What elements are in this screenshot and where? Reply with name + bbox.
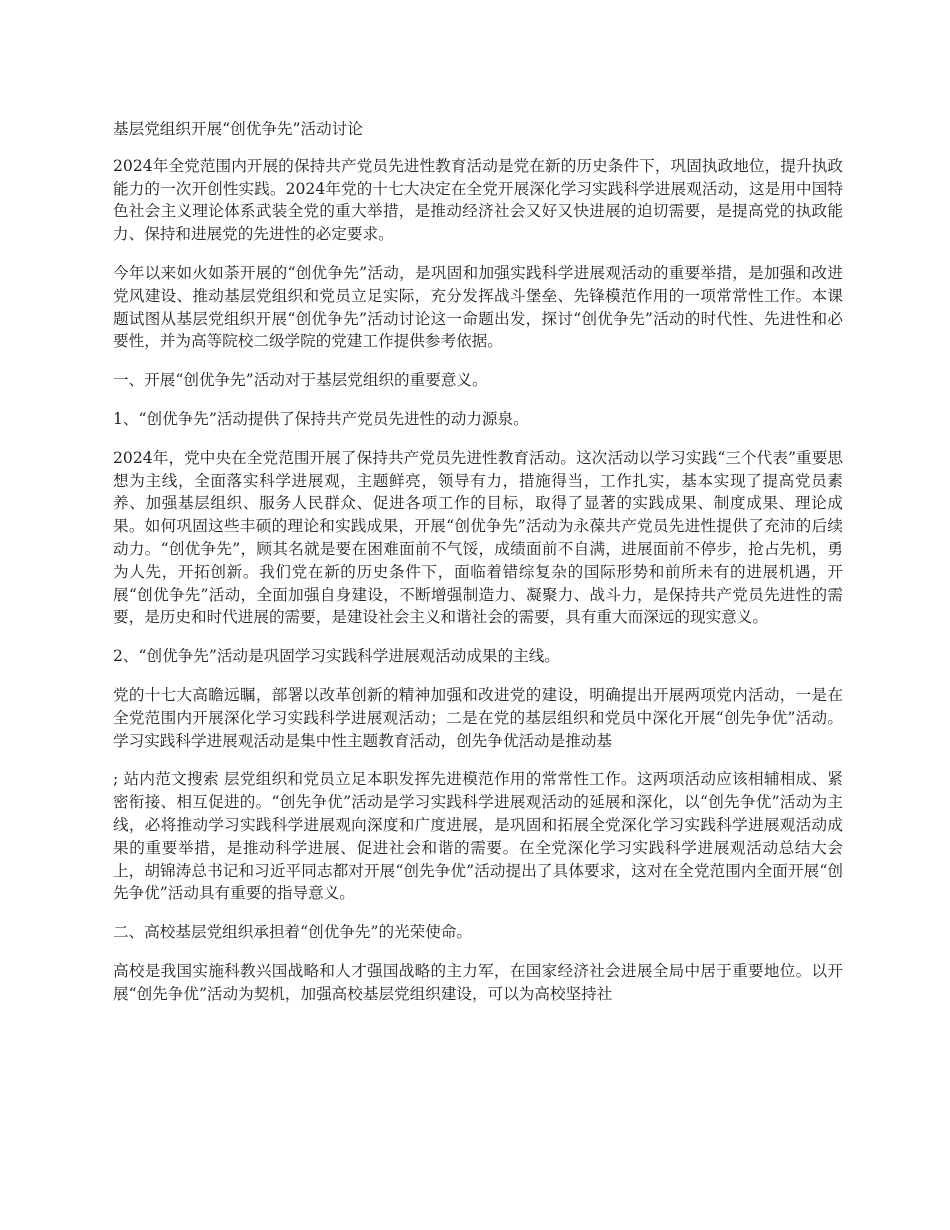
subheading-1-2: 2、“创优争先”活动是巩固学习实践科学进展观活动成果的主线。: [113, 647, 560, 666]
section-heading-2: 二、高校基层党组织承担着“创优争先”的光荣使命。: [113, 923, 473, 942]
paragraph-body-3: ; 站内范文搜索 层党组织和党员立足本职发挥先进模范作用的常常性工作。这两项活动应该相辅相成、紧密衔接、相互促进的。“创先争优”活动是学习实践科学进展观活动的延展和深化，以“创先争优”活动为主线，必将推动学习实践科学进展观向深度和广度进展，是巩固和拓展全党深化学习实践科学进展观活动成果的重要举措，是推动科学进展、促进社会和谐的需要。在全党深化学习实践科学进展观活动总结大会上，胡锦涛总书记和习近平同志都对开展“创先争优”活动提出了具体要求，这对在全党范围内全面开展“创先争优”活动具有重要的指导意义。: [113, 770, 843, 903]
document-page: [113, 118, 843, 1022]
paragraph-intro-1: 2024年全党范围内开展的保持共产党员先进性教育活动是党在新的历史条件下，巩固执政地位，提升执政能力的一次开创性实践。2024年党的十七大决定在全党开展深化学习实践科学进展观活动，这是用中国特色社会主义理论体系武装全党的重大举措，是推动经济社会又好又快进展的迫切需要，是提高党的执政能力、保持和进展党的先进性的必定要求。: [113, 156, 843, 244]
paragraph-body-2: 党的十七大高瞻远瞩，部署以改革创新的精神加强和改进党的建设，明确提出开展两项党内活动，一是在全党范围内开展深化学习实践科学进展观活动；二是在党的基层组织和党员中深化开展“创先争优”活动。学习实践科学进展观活动是集中性主题教育活动，创先争优活动是推动基: [113, 685, 843, 750]
paragraph-intro-2: 今年以来如火如荼开展的“创优争先”活动，是巩固和加强实践科学进展观活动的重要举措，是加强和改进党风建设、推动基层党组织和党员立足实际，充分发挥战斗堡垒、先锋模范作用的一项常常性工作。本课题试图从基层党组织开展“创优争先”活动讨论这一命题出发，探讨“创优争先”活动的时代性、先进性和必要性，并为高等院校二级学院的党建工作提供参考依据。: [113, 263, 843, 351]
document-title: 基层党组织开展“创优争先”活动讨论: [113, 120, 363, 138]
paragraph-body-1: 2024年，党中央在全党范围开展了保持共产党员先进性教育活动。这次活动以学习实践“三个代表”重要思想为主线，全面落实科学进展观，主题鲜亮，领导有力，措施得当，工作扎实，基本实现了提高党员素养、加强基层组织、服务人民群众、促进各项工作的目标，取得了显著的实践成果、制度成果、理论成果。如何巩固这些丰硕的理论和实践成果，开展“创优争先”活动为永葆共产党员先进性提供了充沛的后续动力。“创优争先”，顾其名就是要在困难面前不气馁，成绩面前不自满，进展面前不停步，抢占先机，勇为人先，开拓创新。我们党在新的历史条件下，面临着错综复杂的国际形势和前所未有的进展机遇，开展“创优争先”活动，全面加强自身建设，不断增强制造力、凝聚力、战斗力，是保持共产党员先进性的需要，是历史和时代进展的需要，是建设社会主义和谐社会的需要，具有重大而深远的现实意义。: [113, 448, 843, 627]
section-heading-1: 一、开展“创优争先”活动对于基层党组织的重要意义。: [113, 371, 488, 390]
subheading-1-1: 1、“创优争先”活动提供了保持共产党员先进性的动力源泉。: [113, 409, 529, 428]
paragraph-body-4: 高校是我国实施科教兴国战略和人才强国战略的主力军，在国家经济社会进展全局中居于重要地位。以开展“创先争优”活动为契机，加强高校基层党组织建设，可以为高校坚持社: [113, 961, 843, 1003]
